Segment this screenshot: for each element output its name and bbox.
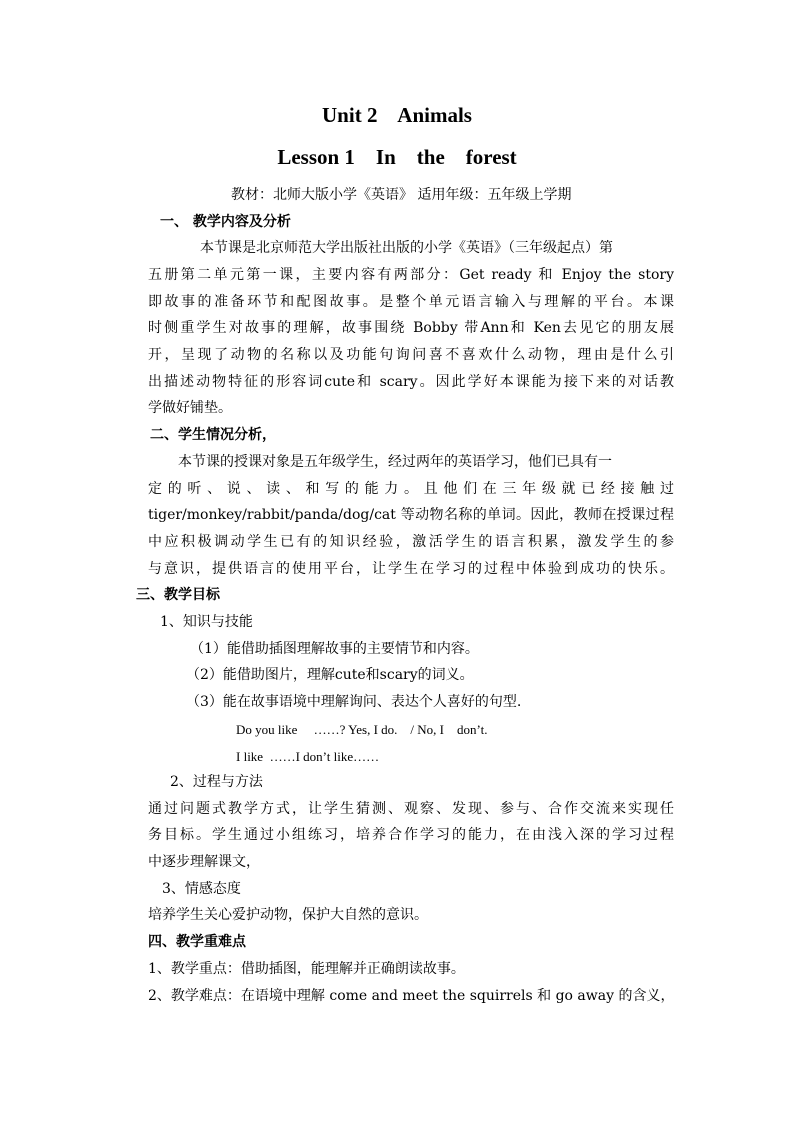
paragraph-line: 即故事的准备环节和配图故事。是整个单元语言输入与理解的平台。本课 <box>148 294 674 310</box>
paragraph-line: 中应积极调动学生已有的知识经验，激活学生的语言积累，激发学生的参 <box>148 534 674 550</box>
subheading-knowledge-skills: 1、知识与技能 <box>160 614 253 630</box>
subheading-emotion-attitude: 3、情感态度 <box>162 881 241 897</box>
paragraph-line: 1、教学重点：借助插图，能理解并正确朗读故事。 <box>148 961 465 977</box>
goal-item: （1）能借助插图理解故事的主要情节和内容。 <box>190 641 479 657</box>
paragraph-line: 2、教学难点：在语境中理解 come and meet the squirrels 和 go away 的含义， <box>148 988 675 1004</box>
paragraph-line: 通过问题式教学方式，让学生猜测、观察、发现、参与、合作交流来实现任 <box>148 801 674 817</box>
paragraph-line: 培养学生关心爱护动物，保护大自然的意识。 <box>148 907 428 923</box>
paragraph-line: 出描述动物特征的形容词cute和 scary。因此学好本课能为接下来的对话教 <box>148 374 674 390</box>
section-heading-student-analysis: 二、学生情况分析， <box>150 427 276 443</box>
paragraph-line: 学做好铺垫。 <box>148 400 232 416</box>
paragraph-line: 务目标。学生通过小组练习，培养合作学习的能力，在由浅入深的学习过程 <box>148 827 674 843</box>
paragraph-line: 开，呈现了动物的名称以及功能句询问喜不喜欢什么动物，理由是什么引 <box>148 347 674 363</box>
section-heading-teaching-goals: 三、教学目标 <box>136 587 220 603</box>
example-sentence: Do you like ……? Yes, I do. / No, I don’t. <box>236 722 488 737</box>
section-heading-key-difficult-points: 四、教学重难点 <box>148 934 246 950</box>
paragraph-line: 五册第二单元第一课，主要内容有两部分：Get ready 和 Enjoy the story <box>148 267 674 283</box>
subheading-process-method: 2、过程与方法 <box>170 774 263 790</box>
paragraph-line: 与意识，提供语言的使用平台，让学生在学习的过程中体验到成功的快乐。 <box>148 561 674 577</box>
unit-title: Unit 2 Animals <box>322 103 472 127</box>
example-sentence: I like ……I don’t like…… <box>236 749 380 764</box>
paragraph-line: 本节课是北京师范大学出版社出版的小学《英语》（三年级起点）第 <box>200 240 613 256</box>
goal-item: （3）能在故事语境中理解询问、表达个人喜好的句型. <box>186 694 522 710</box>
paragraph-line: 定的听、说、读、和写的能力。且他们在三年级就已经接触过 <box>148 481 674 497</box>
paragraph-line: 本节课的授课对象是五年级学生，经过两年的英语学习，他们已具有一 <box>178 454 612 470</box>
lesson-title: Lesson 1 In the forest <box>277 145 517 169</box>
document-meta: 教材：北师大版小学《英语》 适用年级：五年级上学期 <box>231 187 572 203</box>
goal-item: （2）能借助图片，理解cute和scary的词义。 <box>186 667 474 683</box>
paragraph-line: 时侧重学生对故事的理解，故事围绕 Bobby 带Ann和 Ken去见它的朋友展 <box>148 320 674 336</box>
paragraph-line: 中逐步理解课文， <box>148 854 260 870</box>
paragraph-line: tiger/monkey/rabbit/panda/dog/cat 等动物名称的单词。因此，教师在授课过程 <box>148 507 674 523</box>
section-heading-content-analysis: 一、 教学内容及分析 <box>160 214 291 230</box>
